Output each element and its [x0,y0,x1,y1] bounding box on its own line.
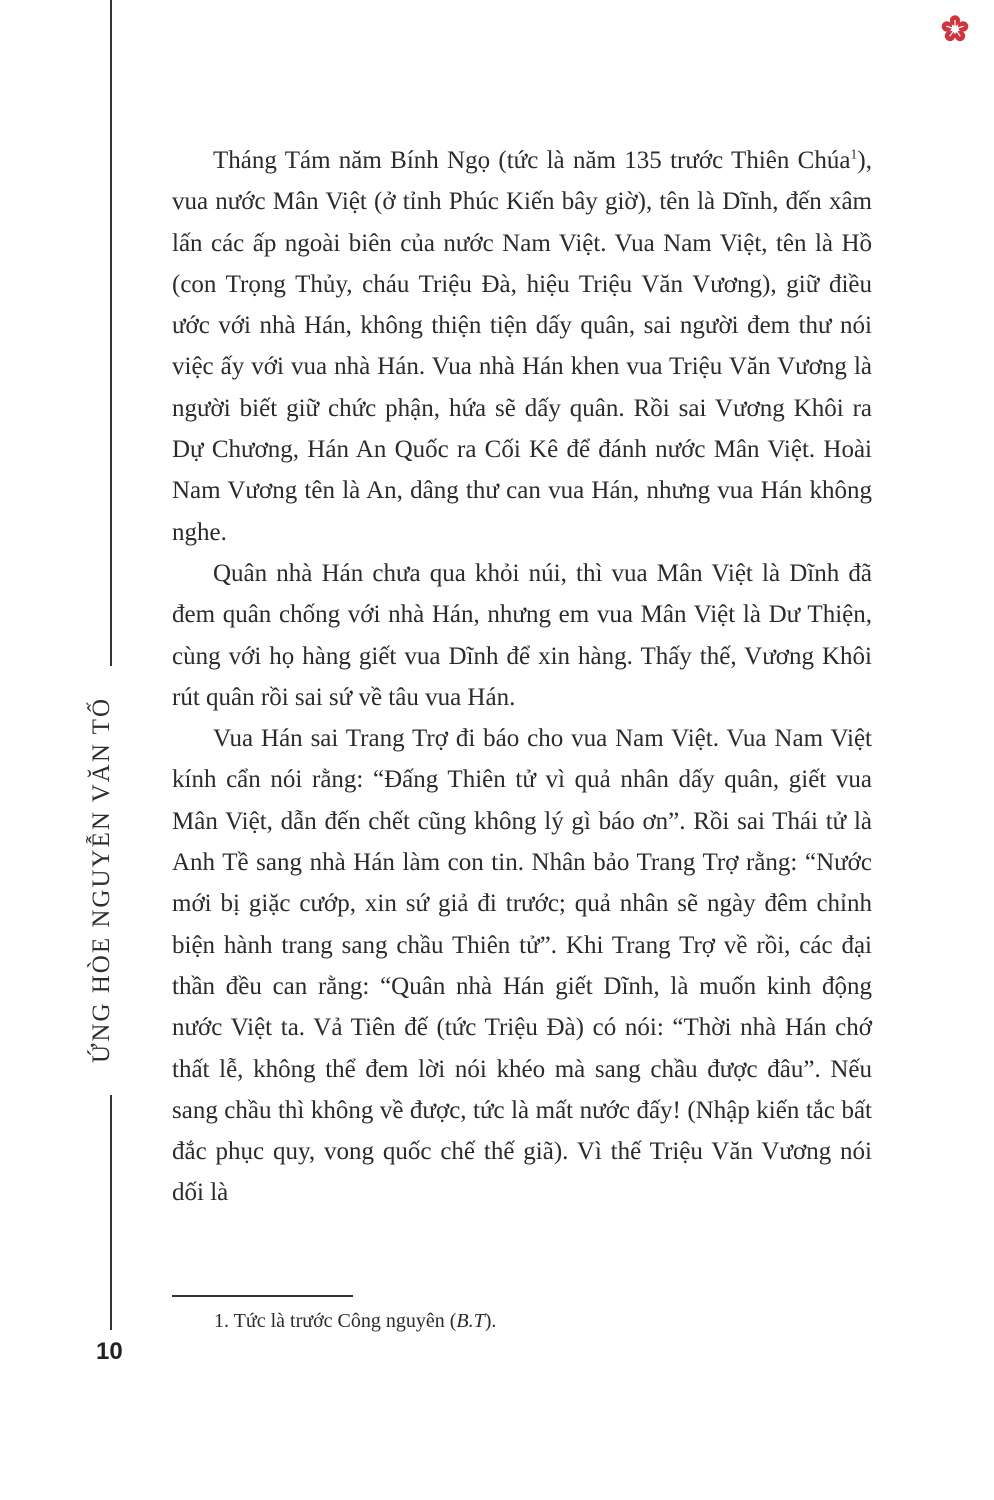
spine-title: ỨNG HÒE NGUYỄN VĂN TỐ [88,696,115,1064]
paragraph-1-start: Tháng Tám năm Bính Ngọ (tức là năm 135 trước Thiên Chúa [213,147,851,174]
spine-rule-top [110,0,112,666]
paragraph-1-rest: ), vua nước Mân Việt (ở tỉnh Phúc Kiến bây giờ), tên là Dĩnh, đến xâm lấn các ấp ngoài biên của nước Nam Việt. Vua Nam Việt, tên là Hồ (con Trọng Thủy, cháu Triệu Đà, hiệu Triệu Văn Vương), giữ điều ước với nhà Hán, không thiện tiện dấy quân, sai người đem thư nói việc ấy với vua nhà Hán. Vua nhà Hán khen vua Triệu Văn Vương là người biết giữ chức phận, hứa sẽ dấy quân. Rồi sai Vương Khôi ra Dự Chương, Hán An Quốc ra Cối Kê để đánh nước Mân Việt. Hoài Nam Vương tên là An, dâng thư can vua Hán, nhưng vua Hán không nghe. [172,147,872,546]
spine-rule-bottom [110,1095,112,1330]
body-text [172,140,872,1214]
footnote-text: 1. Tức là trước Công nguyên ( [214,1310,457,1332]
page-number: 10 [96,1338,123,1365]
paragraph-3: Vua Hán sai Trang Trợ đi báo cho vua Nam Việt. Vua Nam Việt kính cẩn nói rằng: “Đấng Thiên tử vì quả nhân dấy quân, giết vua Mân Việt, dẫn đến chết cũng không lý gì báo ơn”. Rồi sai Thái tử là Anh Tề sang nhà Hán làm con tin. Nhân bảo Trang Trợ rằng: “Nước mới bị giặc cướp, xin sứ giả đi trước; quả nhân sẽ ngày đêm chỉnh biện hành trang sang chầu Thiên tử”. Khi Trang Trợ về rồi, các đại thần đều can rằng: “Quân nhà Hán giết Dĩnh, là muốn kinh động nước Việt ta. Vả Tiên đế (tức Triệu Đà) có nói: “Thời nhà Hán chớ thất lễ, không thể đem lời nói khéo mà sang chầu được đâu”. Nếu sang chầu thì không về được, tức là mất nước đấy! (Nhập kiến tắc bất đắc phục quy, vong quốc chế thế giã). Vì thế Triệu Văn Vương nói dối là [172,725,872,1207]
paragraph-1 [172,140,872,553]
flower-icon [940,14,970,44]
footnote [214,1310,496,1333]
footnote-end: ). [484,1310,497,1332]
footnote-italic: B.T [456,1310,485,1332]
footnote-divider [172,1295,353,1297]
paragraph-2: Quân nhà Hán chưa qua khỏi núi, thì vua Mân Việt là Dĩnh đã đem quân chống với nhà Hán, nhưng em vua Mân Việt là Dư Thiện, cùng với họ hàng giết vua Dĩnh để xin hàng. Thấy thế, Vương Khôi rút quân rồi sai sứ về tâu vua Hán. [172,559,872,711]
footnote-ref: 1 [850,147,858,163]
